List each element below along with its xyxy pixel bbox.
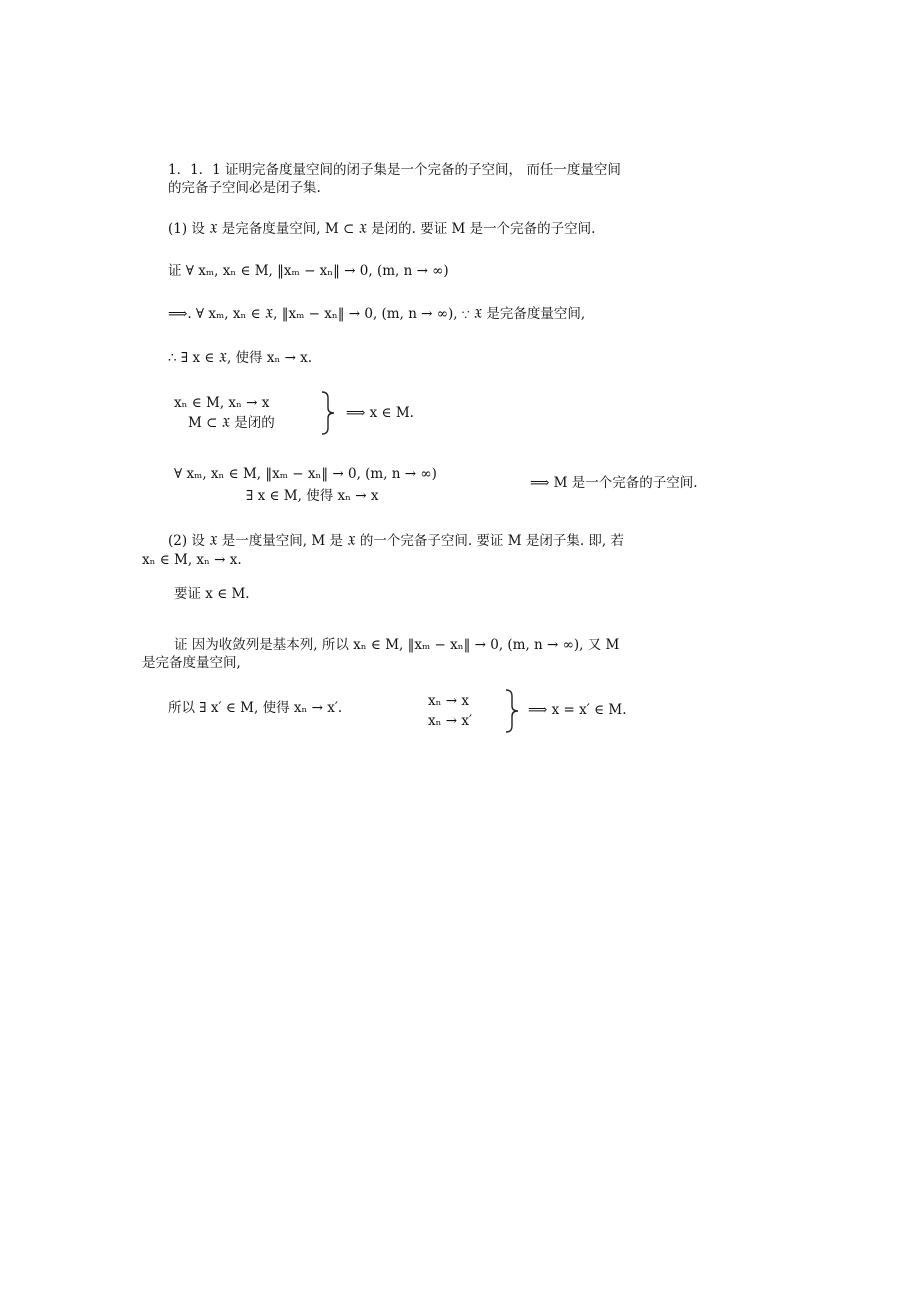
part2-proof-line-2: 是完备度量空间, <box>142 655 241 671</box>
brace1-result: ⟹ x ∈ M. <box>346 405 414 421</box>
part1-proof-start: 证 ∀ xₘ, xₙ ∈ M, ‖xₘ − xₙ‖ → 0, (m, n → ∞) <box>168 263 449 279</box>
part2-final-lead: 所以 ∃ x′ ∈ M, 使得 xₙ → x′. <box>168 700 343 716</box>
brace1-row2: M ⊂ 𝔛 是闭的 <box>188 415 275 431</box>
brace3-row1: xₙ → x <box>428 693 469 709</box>
right-brace-icon <box>504 688 520 734</box>
brace3-result: ⟹ x = x′ ∈ M. <box>528 702 627 718</box>
part2-goal: 要证 x ∈ M. <box>174 586 250 602</box>
brace1-row1: xₙ ∈ M, xₙ → x <box>174 395 270 411</box>
part2-setup-line-1: (2) 设 𝔛 是一度量空间, M 是 𝔛 的一个完备子空间. 要证 M 是闭子集. 即, 若 <box>168 533 624 549</box>
brace2-row2: ∃ x ∈ M, 使得 xₙ → x <box>246 488 379 504</box>
part2-setup-line-2: xₙ ∈ M, xₙ → x. <box>142 552 242 568</box>
problem-line-1: 1．1．1 证明完备度量空间的闭子集是一个完备的子空间， 而任一度量空间 <box>168 162 621 178</box>
brace2-row1: ∀ xₘ, xₙ ∈ M, ‖xₘ − xₙ‖ → 0, (m, n → ∞) <box>174 466 437 482</box>
part2-proof-line-1: 证 因为收敛列是基本列, 所以 xₙ ∈ M, ‖xₘ − xₙ‖ → 0, (m, n → ∞), 又 M <box>174 637 620 653</box>
brace2-result: ⟹ M 是一个完备的子空间. <box>530 475 698 491</box>
problem-line-2: 的完备子空间必是闭子集. <box>168 180 321 196</box>
right-brace-icon <box>320 390 336 436</box>
brace3-row2: xₙ → x′ <box>428 713 473 729</box>
part1-setup: (1) 设 𝔛 是完备度量空间, M ⊂ 𝔛 是闭的. 要证 M 是一个完备的子空间. <box>168 221 596 237</box>
part1-therefore: ∴ ∃ x ∈ 𝔛, 使得 xₙ → x. <box>168 350 313 366</box>
part1-implies: ⟹. ∀ xₘ, xₙ ∈ 𝔛, ‖xₘ − xₙ‖ → 0, (m, n → ∞), ∵ 𝔛 是完备度量空间, <box>168 306 586 322</box>
